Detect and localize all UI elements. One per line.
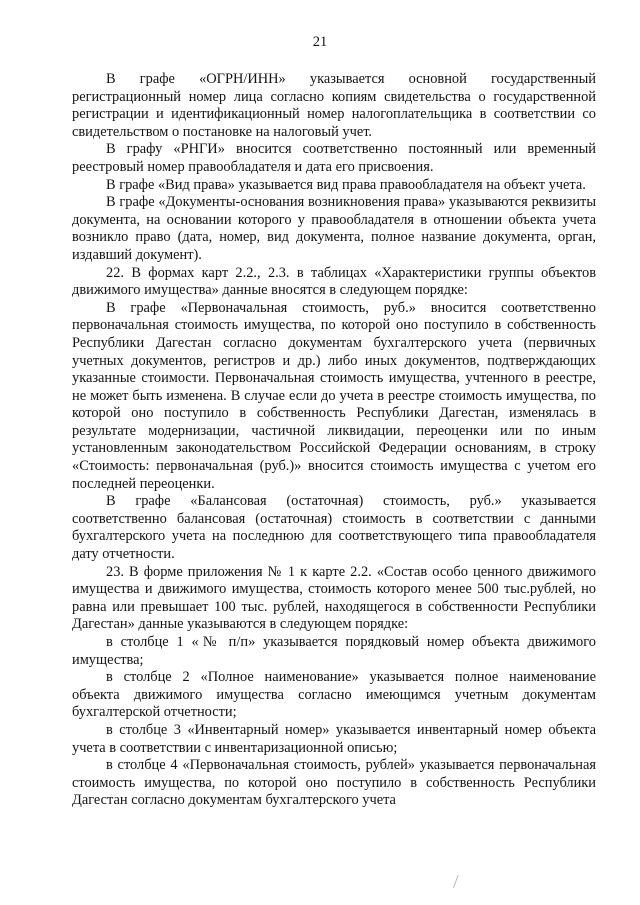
paragraph-column-3: в столбце 3 «Инвентарный номер» указывается инвентарный номер объекта учета в соответствии с инвентаризационной описью; (72, 721, 596, 756)
paragraph-rngi: В графу «РНГИ» вносится соответственно постоянный или временный реестровый номер правообладателя и дата его присвоения. (72, 141, 596, 175)
paragraph-column-1: в столбце 1 «№ п/п» указывается порядковый номер объекта движимого имущества; (72, 634, 596, 668)
document-body (72, 71, 596, 810)
paragraph-ogrn-inn: В графе «ОГРН/ИНН» указывается основной государственный регистрационный номер лица согласно копиям свидетельства о государственной регистрации и идентификационный номер налогоплательщика в соответствии со свидетельством о постановке на налоговый учет. (72, 71, 596, 140)
page-number: 21 (312, 34, 328, 50)
scan-artifact (453, 875, 466, 891)
paragraph-documents-basis: В графе «Документы-основания возникновения права» указываются реквизиты документа, на основании которого у правообладателя в отношении объекта учета возникло право (дата, номер, вид документа, полное название документа, орган, издавший документ). (72, 194, 596, 263)
paragraph-initial-cost: В графе «Первоначальная стоимость, руб.» вносится соответственно первоначальная стоимость имущества, по которой оно поступило в собственность Республики Дагестан согласно документам бухгалтерского учета (первичных учетных документов, регистров и др.) либо иных документов, подтверждающих указанные стоимости. Первоначальная стоимость имущества, учтенного в реестре, не может быть изменена. В случае если до учета в реестре стоимость имущества, по которой оно поступило в собственность Республики Дагестан, изменялась в результате модернизации, частичной ликвидации, переоценки или по иным установленным законодательством Российской Федерации основаниям, в строку «Стоимость: первоначальная (руб.)» вносится стоимость имущества с учетом его последней переоценки. (72, 299, 596, 492)
paragraph-balance-cost: В графе «Балансовая (остаточная) стоимость, руб.» указывается соответственно балансовая (остаточная) стоимость в соответствии с данными бухгалтерского учета на последнюю для соответствующего типа правообладателя дату отчетности. (72, 493, 596, 563)
paragraph-item-22: 22. В формах карт 2.2., 2.3. в таблицах «Характеристики группы объектов движимого имущества» данные вносятся в следующем порядке: (72, 264, 596, 299)
paragraph-column-2: в столбце 2 «Полное наименование» указывается полное наименование объекта движимого имущества согласно имеющимся учетным документам бухгалтерской отчетности; (72, 669, 596, 721)
paragraph-item-23: 23. В форме приложения № 1 к карте 2.2. «Состав особо ценного движимого имущества и движимого имущества, стоимость которого менее 500 тыс.рублей, но равна или превышает 100 тыс. рублей, находящегося в собственности Республики Дагестан» данные указываются в следующем порядке: (72, 563, 596, 633)
paragraph-column-4: в столбце 4 «Первоначальная стоимость, рублей» указывается первоначальная стоимость имущества, по которой оно поступило в собственность Республики Дагестан согласно документам бухгалтерского учета (72, 757, 596, 809)
paragraph-right-type: В графе «Вид права» указывается вид права правообладателя на объект учета. (106, 176, 586, 193)
